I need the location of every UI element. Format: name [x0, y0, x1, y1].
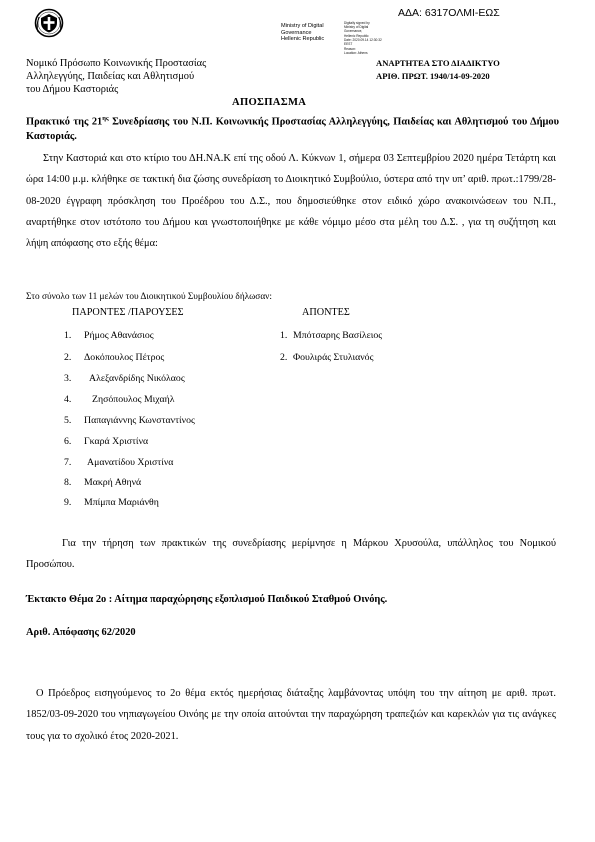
present-heading: ΠΑΡΟΝΤΕΣ /ΠΑΡΟΥΣΕΣ	[72, 307, 184, 318]
member-name: Μακρή Αθηνά	[84, 477, 142, 488]
member-name: Μπότσαρης Βασίλειος	[293, 330, 383, 341]
member-name: Μπίμπα Μαριάνθη	[84, 497, 159, 508]
seal-signature-line: Location: Athens	[344, 51, 368, 55]
president-proposal-paragraph: Ο Πρόεδρος εισηγούμενος το 2ο θέμα εκτός ημερήσιας διάταξης λαμβάνοντας υπόψη του την αίτηση με αριθ. πρωτ. 1852/03-09-2020 του νηπιαγωγείου Οινόης με την οποία αιτούνται την παραχώρηση τραπεζιών και καρεκλών για τις ανάγκες τους για το σχολικό έτος 2020-2021.	[26, 688, 556, 742]
member-name: Ζησόπουλος Μιχαήλ	[92, 394, 175, 405]
protocol-number: ΑΡΙΘ. ΠΡΩΤ. 1940/14-09-2020	[376, 71, 490, 81]
member-number: 3.	[64, 373, 72, 384]
present-member-item	[64, 394, 174, 405]
subject-ordinal-suffix: ης	[102, 115, 109, 122]
member-name: Αλεξανδρίδης Νικόλαος	[89, 373, 185, 384]
present-member-item	[64, 352, 164, 363]
seal-signature-line: Digitally signed by	[344, 21, 370, 25]
member-number: 9.	[64, 497, 72, 508]
absent-heading: ΑΠΟΝΤΕΣ	[302, 307, 350, 318]
document-heading: ΑΠΟΣΠΑΣΜΑ	[232, 97, 307, 108]
seal-reason-location	[344, 47, 368, 55]
member-number: 6.	[64, 436, 72, 447]
document-subject	[26, 111, 559, 144]
ada-code: ΑΔΑ: 6317ΟΛΜΙ-ΕΩΣ	[398, 7, 500, 19]
posting-info	[376, 57, 500, 83]
member-number: 4.	[64, 394, 72, 405]
members-intro: Στο σύνολο των 11 μελών του Διοικητικού Συμβουλίου δήλωσαν:	[26, 292, 272, 302]
member-name: Παπαγιάννης Κωνσταντίνος	[84, 415, 195, 426]
absent-member-item	[280, 352, 373, 363]
member-name: Ρήμος Αθανάσιος	[84, 330, 154, 341]
seal-signature-line: Governance,	[344, 29, 363, 34]
present-member-item	[64, 330, 154, 341]
present-member-item	[64, 415, 195, 426]
organization-line: Νομικό Πρόσωπο Κοινωνικής Προστασίας	[26, 58, 207, 69]
member-number: 8.	[64, 477, 72, 488]
internet-posting-notice: ΑΝΑΡΤΗΤΕΑ ΣΤΟ ΔΙΑΔΙΚΤΥΟ	[376, 58, 500, 68]
absent-member-item	[280, 330, 382, 341]
agenda-topic: Έκτακτο Θέμα 2ο : Αίτημα παραχώρησης εξοπλισμού Παιδικού Σταθμού Οινόης.	[26, 594, 388, 605]
member-number: 2.	[64, 352, 72, 363]
member-name: Δοκόπουλος Πέτρος	[84, 352, 165, 363]
member-name: Γκαρά Χριστίνα	[84, 436, 149, 447]
seal-signature-line: Ministry of Digital	[344, 25, 369, 30]
present-member-item	[64, 497, 159, 508]
member-number: 7.	[64, 457, 72, 468]
present-member-item	[64, 373, 185, 384]
seal-signature-line: Reason:	[344, 47, 356, 51]
present-member-item	[64, 436, 148, 447]
organization-line: του Δήμου Καστοριάς	[26, 84, 119, 95]
seal-signature-line: EEST	[344, 42, 353, 47]
seal-signature-details	[344, 21, 390, 46]
present-member-item	[64, 477, 141, 488]
seal-ministry-line: Ministry of Digital	[281, 23, 324, 29]
subject-rest: Συνεδρίασης του Ν.Π. Κοινωνικής Προστασίας Αλληλεγγύης, Παιδείας και Αθλητισμού του Δήμου Καστοριάς.	[26, 116, 560, 143]
member-number: 5.	[64, 415, 72, 426]
member-number: 1.	[64, 330, 72, 341]
digital-signature-seal	[281, 23, 324, 43]
organization-line: Αλληλεγγύης, Παιδείας και Αθλητισμού	[26, 71, 195, 82]
hellenic-republic-emblem-icon	[34, 8, 64, 38]
decision-number: Αριθ. Απόφασης 62/2020	[26, 627, 136, 638]
seal-signature-line: Hellenic Republic	[344, 33, 369, 38]
intro-paragraph: Στην Καστοριά και στο κτίριο του ΔΗ.ΝΑ.Κ επί της οδού Λ. Κύκνων 1, σήμερα 03 Σεπτεμβρίου 2020 ημέρα Τετάρτη και ώρα 14:00 μ.μ. κλήθηκε σε τακτική δια ζώσης συνεδρίαση το Διοικητικό Συμβούλιο, ύστερα από την υπ’ αριθ. πρωτ.:1799/28-08-2020 έγγραφη πρόσκληση του Προέδρου του Δ.Σ., που δημοσιεύθηκε στον ειδικό χώρο ανακοινώσεων του Ν.Π., αναρτήθηκε στον ιστότοπο του Δήμου και γνωστοποιήθηκε με κάθε νόμιμο μέσο στα μέλη του Δ.Σ. , για τη συζήτηση και λήψη απόφασης στο εξής θέμα:	[26, 153, 556, 250]
member-number: 2.	[280, 352, 288, 363]
organization-name	[26, 57, 206, 96]
member-number: 1.	[280, 330, 288, 341]
seal-ministry-line: Governance	[281, 29, 312, 36]
member-name: Φουλιράς Στυλιανός	[293, 352, 374, 363]
seal-ministry-line: Hellenic Republic	[281, 36, 325, 43]
subject-prefix: Πρακτικό της 21	[26, 116, 103, 128]
minutes-keeper-paragraph: Για την τήρηση των πρακτικών της συνεδρίασης μερίμνησε η Μάρκου Χρυσούλα, υπάλληλος του Νομικού Προσώπου.	[26, 538, 556, 571]
member-name: Αμανατίδου Χριστίνα	[87, 457, 174, 468]
present-member-item	[64, 457, 173, 468]
seal-signature-line: Date: 2020.09.14 12:30:32	[344, 37, 382, 42]
